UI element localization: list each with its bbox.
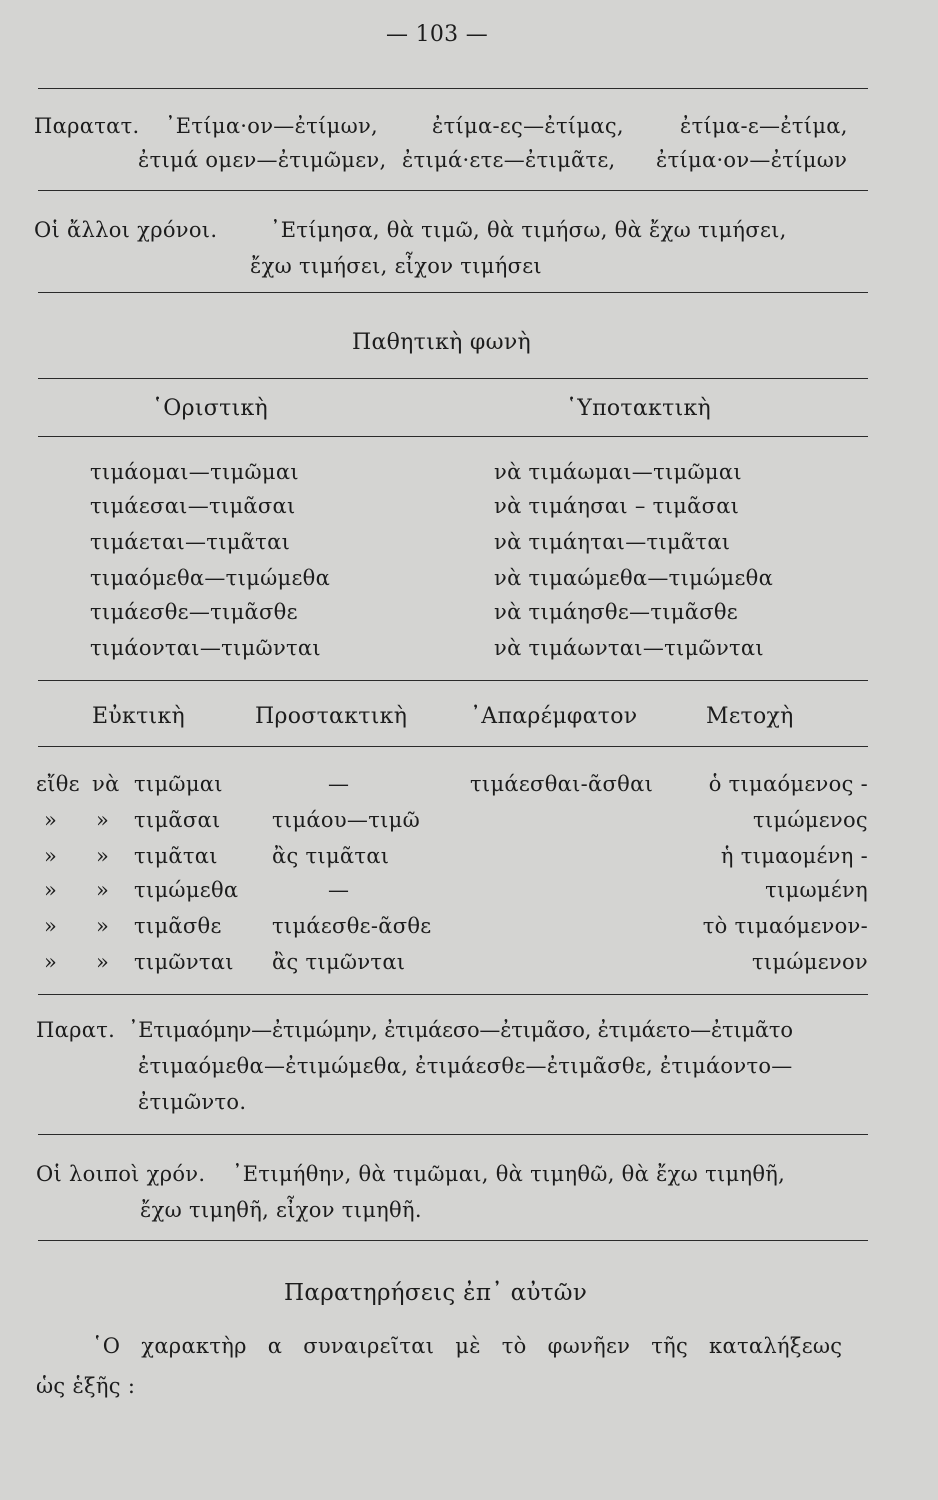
imperfect-passive-label: Παρατ. <box>36 1018 116 1042</box>
observations-text: ὡς ἑξῆς : <box>36 1374 136 1398</box>
participle-form: τιμωμένη <box>765 878 868 902</box>
imperfect-active-label: Παρατατ. <box>34 114 140 138</box>
optative-ditto: » <box>44 844 58 868</box>
imperative-form: τιμάου—τιμῶ <box>272 808 421 832</box>
indicative-form: τιμάομαι—τιμῶμαι <box>90 460 299 484</box>
optative-heading: Εὐκτικὴ <box>92 704 186 729</box>
optative-form: τιμώμεθα <box>134 878 239 902</box>
indicative-form: τιμάονται—τιμῶνται <box>90 636 321 660</box>
imperfect-active-form: ἐτίμα-ες—ἐτίμας, <box>432 114 624 138</box>
subjunctive-form: νὰ τιμάηται—τιμᾶται <box>494 530 731 554</box>
optative-ditto: » <box>96 950 110 974</box>
optative-ditto: » <box>96 878 110 902</box>
optative-ditto: » <box>96 808 110 832</box>
participle-form: τιμώμενον <box>751 950 868 974</box>
optative-ditto: » <box>44 914 58 938</box>
imperfect-passive-line: ἐτιμῶντο. <box>138 1090 247 1114</box>
divider <box>38 190 868 191</box>
other-tenses-active-line: ᾽Ετίμησα, θὰ τιμῶ, θὰ τιμήσω, θὰ ἔχω τιμήσει, <box>270 218 787 242</box>
divider <box>38 292 868 293</box>
other-tenses-active-label: Οἱ ἄλλοι χρόνοι. <box>34 218 218 242</box>
imperfect-active-form: ᾽Ετίμα·ον—ἐτίμων, <box>165 114 379 138</box>
optative-ditto: » <box>96 914 110 938</box>
optative-form: τιμᾶσθε <box>134 914 222 938</box>
participle-form: τιμώμενος <box>752 808 868 832</box>
imperfect-passive-line: ἐτιμαόμεθα—ἐτιμώμεθα, ἐτιμάεσθε—ἐτιμᾶσθε, ἐτιμάοντο— <box>138 1054 793 1078</box>
subjunctive-form: νὰ τιμαώμεθα—τιμώμεθα <box>494 566 774 590</box>
participle-heading: Μετοχὴ <box>706 704 794 729</box>
indicative-form: τιμαόμεθα—τιμώμεθα <box>90 566 331 590</box>
imperative-form: ἂς τιμῶνται <box>272 950 406 974</box>
optative-form: τιμᾶσαι <box>134 808 221 832</box>
divider <box>38 378 868 379</box>
participle-form: ὁ τιμαόμενος - <box>708 772 868 796</box>
indicative-form: τιμάεσθε—τιμᾶσθε <box>90 600 298 624</box>
divider <box>38 746 868 747</box>
imperfect-active-form: ἐτίμα·ον—ἐτίμων <box>656 148 848 172</box>
divider <box>38 680 868 681</box>
page-number: — 103 — <box>386 22 489 47</box>
imperfect-passive-line: ᾽Ετιμαόμην—ἐτιμώμην, ἐτιμάεσο—ἐτιμᾶσο, ἐτιμάετο—ἐτιμᾶτο <box>128 1018 793 1042</box>
subjunctive-form: νὰ τιμάησαι – τιμᾶσαι <box>494 494 740 518</box>
imperfect-active-form: ἐτιμά·ετε—ἐτιμᾶτε, <box>402 148 616 172</box>
divider <box>38 88 868 89</box>
indicative-form: τιμάεσαι—τιμᾶσαι <box>90 494 296 518</box>
optative-particle: νὰ <box>92 772 120 796</box>
optative-particle: εἴθε <box>36 772 80 796</box>
imperative-form: — <box>328 878 350 902</box>
imperative-heading: Προστακτικὴ <box>255 704 408 729</box>
observations-title: Παρατηρήσεις ἐπ᾽ αὐτῶν <box>284 1280 588 1306</box>
infinitive-heading: ᾽Απαρέμφατον <box>470 704 638 729</box>
subjunctive-heading: ῾Υποτακτικὴ <box>566 396 712 421</box>
imperfect-active-form: ἐτίμα-ε—ἐτίμα, <box>680 114 848 138</box>
other-tenses-passive-label: Οἱ λοιποὶ χρόν. <box>36 1162 206 1186</box>
optative-form: τιμῶμαι <box>134 772 223 796</box>
indicative-form: τιμάεται—τιμᾶται <box>90 530 291 554</box>
optative-ditto: » <box>44 878 58 902</box>
passive-voice-title: Παθητικὴ φωνὴ <box>352 330 531 355</box>
imperative-form: τιμάεσθε-ᾶσθε <box>272 914 432 938</box>
divider <box>38 1134 868 1135</box>
imperative-form: — <box>328 772 350 796</box>
divider <box>38 1240 868 1241</box>
participle-form: ἡ τιμαομένη - <box>720 844 868 868</box>
imperfect-active-form: ἐτιμά ομεν—ἐτιμῶμεν, <box>138 148 387 172</box>
observations-text: ῾Ο χαρακτὴρ α συναιρεῖται μὲ τὸ φωνῆεν τῆς καταλήξεως <box>92 1334 843 1358</box>
other-tenses-passive-line: ᾽Ετιμήθην, θὰ τιμῶμαι, θὰ τιμηθῶ, θὰ ἔχω τιμηθῆ, <box>232 1162 786 1186</box>
optative-ditto: » <box>44 808 58 832</box>
optative-form: τιμᾶται <box>134 844 218 868</box>
optative-form: τιμῶνται <box>134 950 234 974</box>
imperative-form: ἂς τιμᾶται <box>272 844 390 868</box>
optative-ditto: » <box>44 950 58 974</box>
subjunctive-form: νὰ τιμάωμαι—τιμῶμαι <box>494 460 742 484</box>
divider <box>38 994 868 995</box>
optative-ditto: » <box>96 844 110 868</box>
indicative-heading: ῾Οριστικὴ <box>152 396 269 421</box>
subjunctive-form: νὰ τιμάησθε—τιμᾶσθε <box>494 600 738 624</box>
other-tenses-active-line: ἔχω τιμήσει, εἶχον τιμήσει <box>250 254 542 278</box>
divider <box>38 436 868 437</box>
participle-form: τὸ τιμαόμενον- <box>702 914 868 938</box>
other-tenses-passive-line: ἔχω τιμηθῆ, εἶχον τιμηθῆ. <box>140 1198 422 1222</box>
infinitive-form: τιμάεσθαι-ᾶσθαι <box>470 772 654 796</box>
subjunctive-form: νὰ τιμάωνται—τιμῶνται <box>494 636 764 660</box>
